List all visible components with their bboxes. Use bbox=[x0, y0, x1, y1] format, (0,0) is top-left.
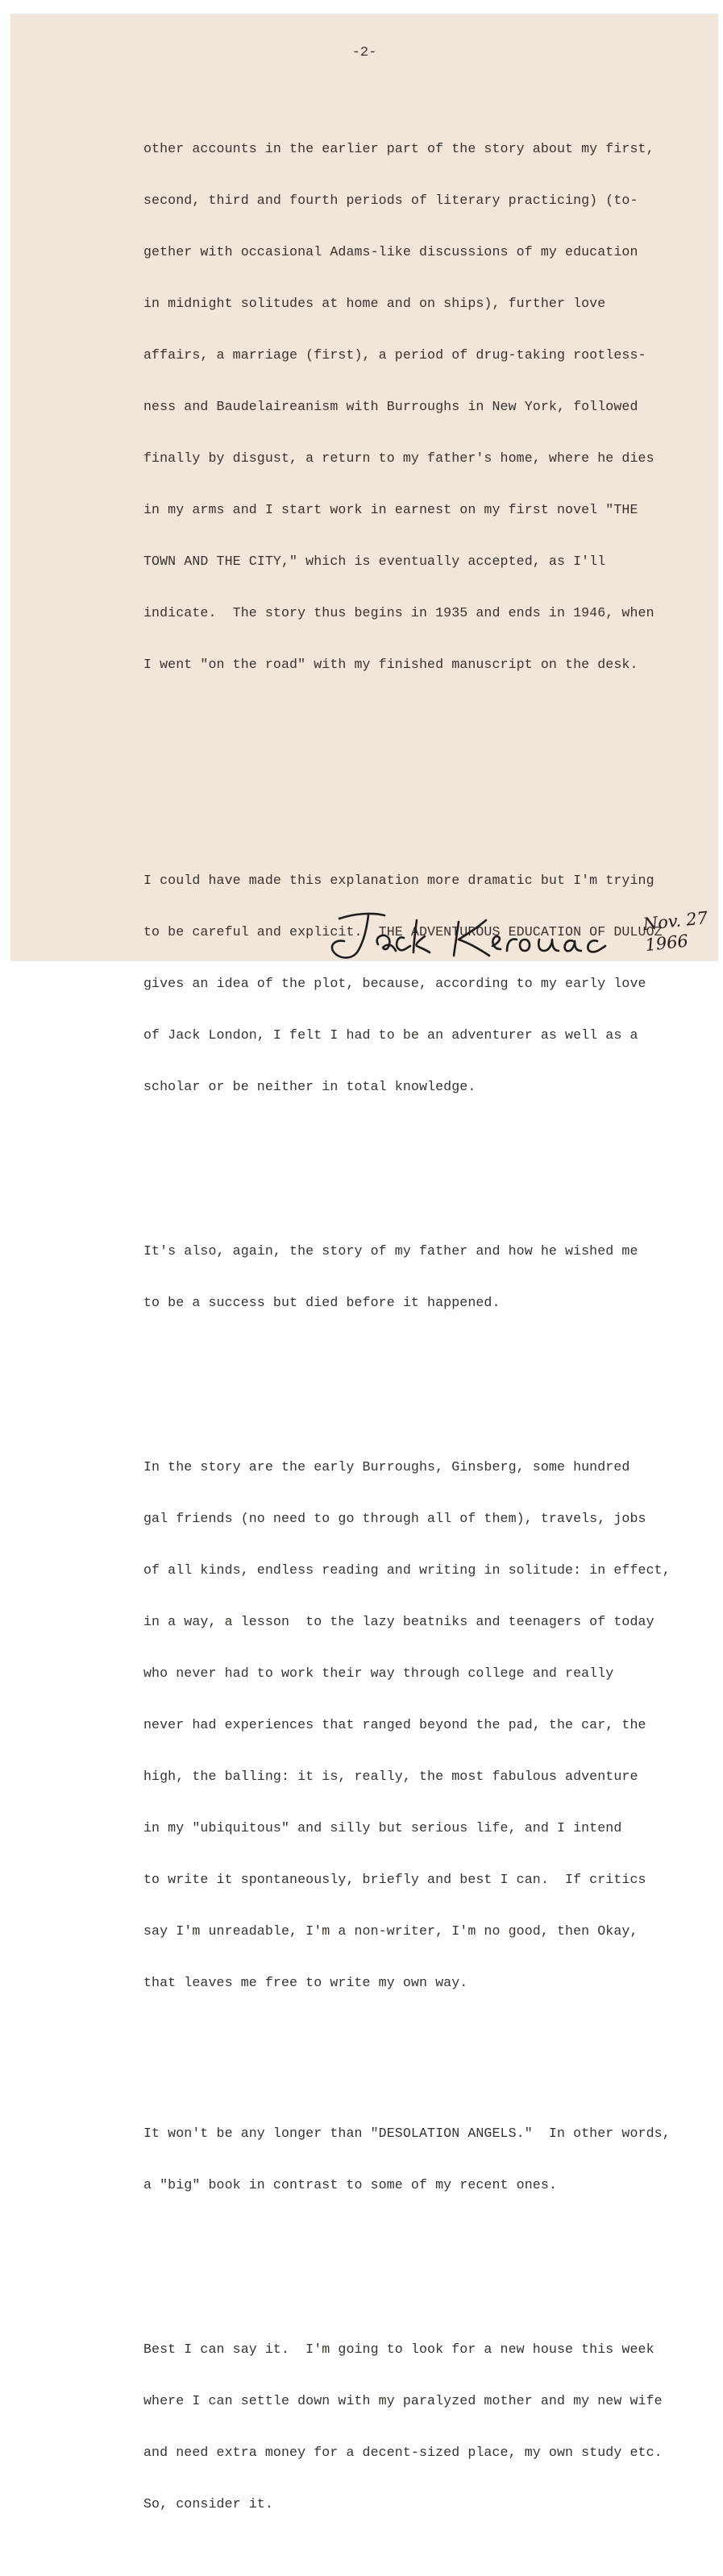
signature-date bbox=[642, 907, 711, 956]
text-line: gives an idea of the plot, because, according to my early love bbox=[143, 976, 646, 991]
text-line: who never had to work their way through college and really bbox=[143, 1665, 614, 1681]
text-line: finally by disgust, a return to my father's home, where he dies bbox=[143, 450, 654, 466]
text-line: that leaves me free to write my own way. bbox=[143, 1975, 468, 1990]
paragraph-gap bbox=[143, 1375, 671, 1396]
paragraph-6 bbox=[143, 2308, 671, 2545]
text-line: So, consider it. bbox=[143, 2496, 273, 2512]
text-line: affairs, a marriage (first), a period of drug-taking rootless- bbox=[143, 347, 646, 363]
text-line: It's also, again, the story of my father and how he wished me bbox=[143, 1243, 638, 1259]
page-number: -2- bbox=[351, 45, 377, 60]
paragraph-gap bbox=[143, 1159, 671, 1180]
paragraph-2 bbox=[143, 840, 671, 1128]
paragraph-gap bbox=[143, 2257, 671, 2278]
paragraph-gap bbox=[143, 2055, 671, 2062]
text-line: high, the balling: it is, really, the most fabulous adventure bbox=[143, 1769, 638, 1784]
signature bbox=[322, 907, 644, 964]
text-line: where I can settle down with my paralyzed mother and my new wife bbox=[143, 2393, 663, 2408]
text-line: ness and Baudelaireanism with Burroughs in New York, followed bbox=[143, 399, 638, 414]
text-line: indicate. The story thus begins in 1935 and ends in 1946, when bbox=[143, 605, 654, 620]
text-line: It won't be any longer than "DESOLATION ANGELS." In other words, bbox=[143, 2126, 671, 2141]
text-line: never had experiences that ranged beyond the pad, the car, the bbox=[143, 1717, 646, 1732]
text-line: of all kinds, endless reading and writing in solitude: in effect, bbox=[143, 1562, 671, 1578]
paragraph-5 bbox=[143, 2093, 671, 2226]
text-line: to write it spontaneously, briefly and best I can. If critics bbox=[143, 1872, 646, 1887]
text-line: in my arms and I start work in earnest on my first novel "THE bbox=[143, 502, 638, 517]
letter-body bbox=[143, 77, 671, 2576]
paragraph-1 bbox=[143, 108, 671, 706]
paragraph-gap bbox=[143, 736, 671, 757]
paragraph-3 bbox=[143, 1210, 671, 1344]
text-line: other accounts in the earlier part of the story about my first, bbox=[143, 141, 654, 156]
text-line: second, third and fourth periods of literary practicing) (to- bbox=[143, 193, 638, 208]
text-line: in my "ubiquitous" and silly but serious life, and I intend bbox=[143, 1820, 622, 1836]
text-line: gether with occasional Adams-like discussions of my education bbox=[143, 244, 638, 259]
text-line: TOWN AND THE CITY," which is eventually accepted, as I'll bbox=[143, 554, 606, 569]
text-line: and need extra money for a decent-sized place, my own study etc. bbox=[143, 2445, 663, 2460]
text-line: gal friends (no need to go through all of them), travels, jobs bbox=[143, 1511, 646, 1526]
text-line: to be careful and explicit. THE ADVENTUROUS EDUCATION OF DULUOZ bbox=[143, 924, 663, 940]
text-line: I went "on the road" with my finished manuscript on the desk. bbox=[143, 657, 638, 672]
text-line: Best I can say it. I'm going to look for a new house this week bbox=[143, 2342, 654, 2357]
text-line: In the story are the early Burroughs, Ginsberg, some hundred bbox=[143, 1459, 630, 1475]
paragraph-4 bbox=[143, 1426, 671, 2024]
date-month-day: Nov. 27 bbox=[642, 907, 709, 935]
paragraph-gap bbox=[143, 788, 671, 809]
text-line: I could have made this explanation more dramatic but I'm trying bbox=[143, 873, 654, 888]
text-line: in a way, a lesson to the lazy beatniks and teenagers of today bbox=[143, 1614, 654, 1629]
text-line: to be a success but died before it happened. bbox=[143, 1295, 501, 1310]
text-line: in midnight solitudes at home and on ships), further love bbox=[143, 296, 606, 311]
date-year: 1966 bbox=[644, 931, 689, 956]
text-line: say I'm unreadable, I'm a non-writer, I'm no good, then Okay, bbox=[143, 1923, 638, 1939]
letter-page bbox=[11, 15, 717, 2512]
text-line: a "big" book in contrast to some of my recent ones. bbox=[143, 2177, 557, 2192]
text-line: of Jack London, I felt I had to be an adventurer as well as a bbox=[143, 1027, 638, 1043]
text-line: scholar or be neither in total knowledge. bbox=[143, 1079, 476, 1094]
